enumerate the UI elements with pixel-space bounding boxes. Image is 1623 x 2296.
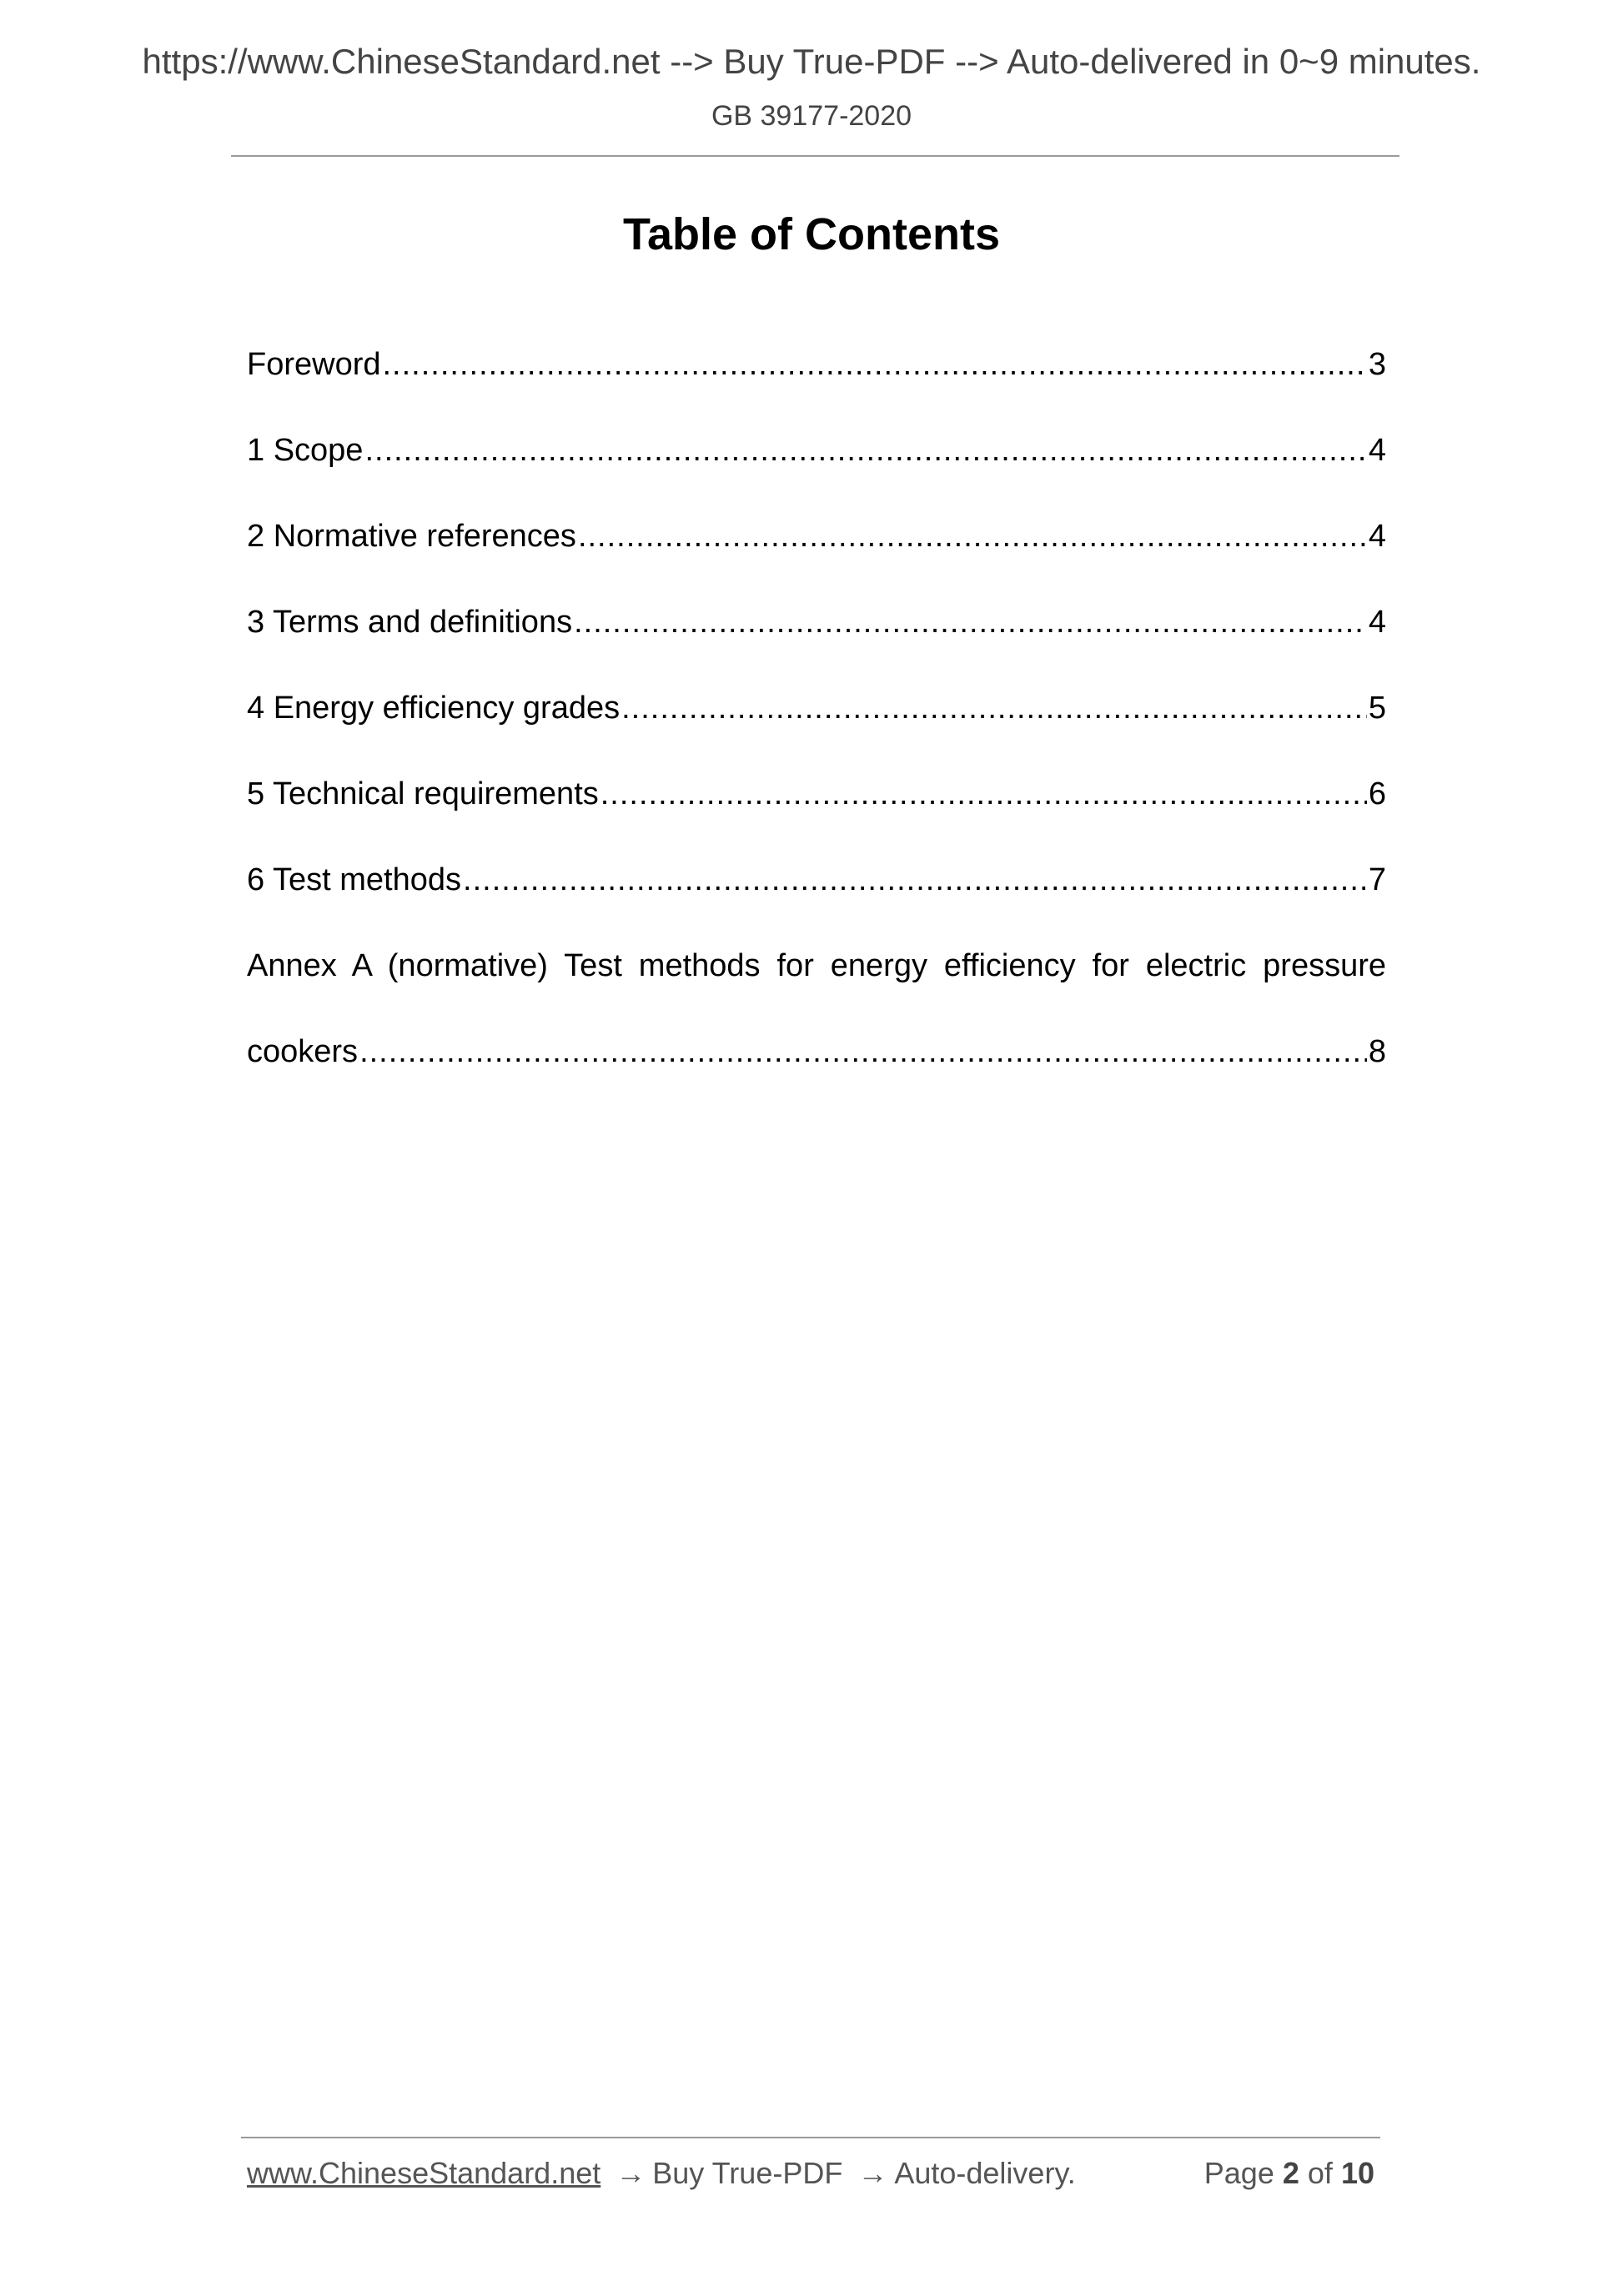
toc-entry-terms-definitions[interactable] bbox=[247, 591, 1386, 677]
page-word: Page bbox=[1203, 2156, 1274, 2190]
standard-code: GB 39177-2020 bbox=[711, 100, 912, 132]
toc-dot-leader bbox=[364, 420, 1366, 481]
of-word: of bbox=[1307, 2156, 1333, 2190]
toc-entry-test-methods[interactable] bbox=[247, 849, 1386, 935]
toc-entry-energy-efficiency-grades[interactable] bbox=[247, 677, 1386, 763]
footer-buy-text: Buy True-PDF bbox=[652, 2156, 843, 2190]
header-divider bbox=[231, 155, 1399, 157]
footer-delivery-text: Auto-delivery. bbox=[894, 2156, 1076, 2190]
page-number bbox=[1204, 2156, 1374, 2191]
toc-entry-annex-a[interactable] bbox=[247, 935, 1386, 1107]
toc-dot-leader bbox=[600, 763, 1367, 825]
header-url-line: https://www.ChineseStandard.net --> Buy True-PDF --> Auto-delivered in 0~9 minutes. bbox=[142, 42, 1481, 81]
footer-divider bbox=[241, 2137, 1380, 2138]
toc-annex-line-2: cookers bbox=[247, 1034, 359, 1069]
toc-entry-page: 8 bbox=[1368, 1034, 1386, 1069]
arrow-right-icon: → bbox=[616, 2156, 646, 2190]
page-current: 2 bbox=[1282, 2156, 1299, 2190]
page-total: 10 bbox=[1340, 2156, 1374, 2190]
toc-entry-page: 6 bbox=[1368, 776, 1386, 811]
toc-entry-page: 7 bbox=[1368, 862, 1386, 897]
toc-title: Table of Contents bbox=[623, 209, 1000, 259]
toc-entry-page: 4 bbox=[1368, 605, 1386, 640]
toc-dot-leader bbox=[578, 505, 1367, 567]
table-of-contents bbox=[247, 334, 1386, 1107]
toc-entry-label: 5 Technical requirements bbox=[247, 776, 599, 811]
toc-dot-leader bbox=[383, 334, 1367, 395]
toc-dot-leader bbox=[574, 591, 1367, 653]
toc-annex-line-1: Annex A (normative) Test methods for energy efficiency for electric pressure bbox=[247, 948, 1386, 983]
toc-entry-label: 3 Terms and definitions bbox=[247, 605, 573, 640]
toc-entry-label: 4 Energy efficiency grades bbox=[247, 691, 621, 726]
toc-entry-label: 6 Test methods bbox=[247, 862, 462, 897]
arrow-right-icon: → bbox=[857, 2156, 888, 2190]
toc-entry-technical-requirements[interactable] bbox=[247, 763, 1386, 849]
toc-dot-leader bbox=[463, 849, 1367, 911]
toc-entry-label: 2 Normative references bbox=[247, 519, 576, 554]
toc-entry-page: 4 bbox=[1368, 519, 1386, 554]
footer-links bbox=[247, 2156, 1076, 2191]
toc-entry-label: Foreword bbox=[247, 347, 381, 382]
footer-site-link[interactable]: www.ChineseStandard.net bbox=[247, 2156, 601, 2190]
page-footer bbox=[247, 2156, 1374, 2191]
toc-entry-scope[interactable] bbox=[247, 420, 1386, 505]
toc-entry-page: 5 bbox=[1368, 691, 1386, 726]
toc-dot-leader bbox=[621, 677, 1367, 739]
toc-dot-leader bbox=[359, 1021, 1367, 1083]
toc-entry-page: 3 bbox=[1368, 347, 1386, 382]
toc-entry-label: 1 Scope bbox=[247, 433, 364, 468]
toc-entry-foreword[interactable] bbox=[247, 334, 1386, 420]
toc-entry-normative-references[interactable] bbox=[247, 505, 1386, 591]
toc-entry-page: 4 bbox=[1368, 433, 1386, 468]
